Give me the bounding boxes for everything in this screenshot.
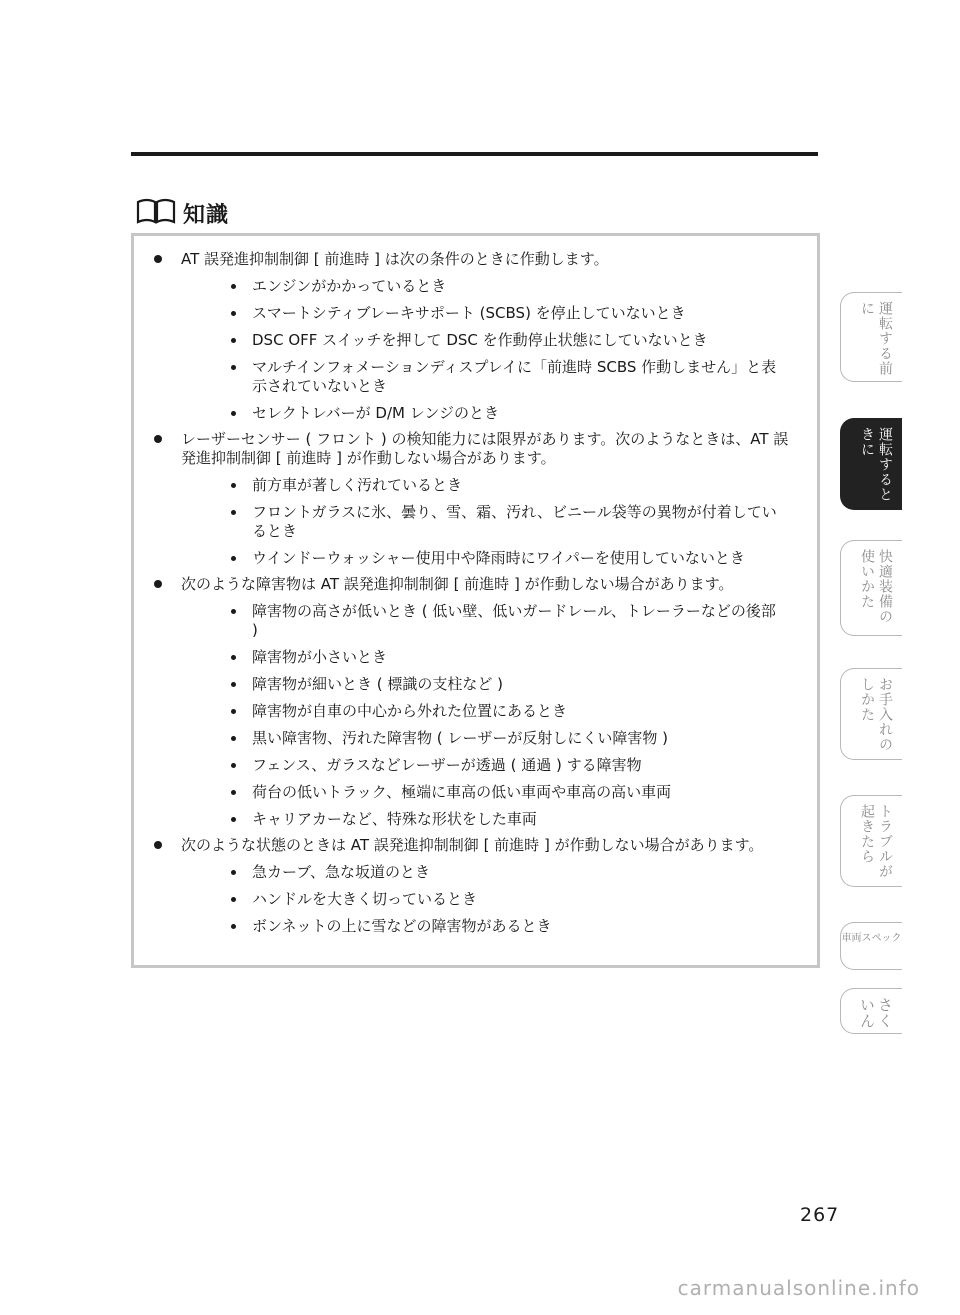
small-bullet-icon <box>231 790 236 795</box>
sub-item-text: 急カーブ、急な坂道のとき <box>252 863 431 881</box>
bullet-icon <box>154 435 162 443</box>
chapter-tab[interactable] <box>840 922 902 970</box>
sub-item-text: マルチインフォメーションディスプレイに「前進時 SCBS 作動しません」と表示されていないとき <box>252 358 777 395</box>
main-list-item <box>134 836 817 936</box>
bullet-icon <box>154 580 162 588</box>
sub-list-item <box>181 277 799 296</box>
chapter-tab-label: 運転する前に <box>859 301 893 376</box>
main-list-item <box>134 430 817 568</box>
chapter-tab-label: トラブルが起きたら <box>859 804 893 879</box>
small-bullet-icon <box>231 655 236 660</box>
sub-list-item <box>181 702 799 721</box>
chapter-tab[interactable] <box>840 418 902 510</box>
watermark: carmanualsonline.info <box>677 1276 920 1300</box>
sub-item-text: DSC OFF スイッチを押して DSC を作動停止状態にしていないとき <box>252 331 708 349</box>
small-bullet-icon <box>231 609 236 614</box>
sub-list-item <box>181 810 799 829</box>
sub-list-item <box>181 304 799 323</box>
sub-list-item <box>181 358 799 396</box>
chapter-tab-label: さくいん <box>858 997 894 1029</box>
small-bullet-icon <box>231 870 236 875</box>
main-item-text: 次のような障害物は AT 誤発進抑制制御 [ 前進時 ] が作動しない場合があります。 <box>181 575 734 593</box>
sub-list <box>181 863 799 936</box>
sub-list-item <box>181 404 799 423</box>
small-bullet-icon <box>231 817 236 822</box>
sub-list-item <box>181 503 799 541</box>
small-bullet-icon <box>231 924 236 929</box>
sub-item-text: 前方車が著しく汚れているとき <box>252 476 463 494</box>
sub-list-item <box>181 549 799 568</box>
sub-list <box>181 476 799 568</box>
sub-list-item <box>181 476 799 495</box>
sub-item-text: ハンドルを大きく切っているとき <box>252 890 478 908</box>
chapter-tab[interactable] <box>840 795 902 887</box>
sub-item-text: 障害物が細いとき ( 標識の支柱など ) <box>252 675 504 693</box>
main-item-text: 次のような状態のときは AT 誤発進抑制制御 [ 前進時 ] が作動しない場合があります。 <box>181 836 764 854</box>
chapter-tab[interactable] <box>840 668 902 760</box>
sub-item-text: キャリアカーなど、特殊な形状をした車両 <box>252 810 537 828</box>
sub-list-item <box>181 331 799 350</box>
chapter-tab[interactable] <box>840 540 902 636</box>
sub-item-text: セレクトレバーが D/M レンジのとき <box>252 404 499 422</box>
small-bullet-icon <box>231 510 236 515</box>
chapter-tab-label: 運転するときに <box>859 427 893 502</box>
small-bullet-icon <box>231 411 236 416</box>
chapter-tab-label: 快適装備の使いかた <box>859 549 893 624</box>
sub-list <box>181 602 799 829</box>
main-list-item <box>134 250 817 423</box>
sub-item-text: 荷台の低いトラック、極端に車高の低い車両や車高の高い車両 <box>252 783 672 801</box>
sub-list-item <box>181 675 799 694</box>
small-bullet-icon <box>231 338 236 343</box>
sub-item-text: エンジンがかかっているとき <box>252 277 447 295</box>
sub-item-text: 障害物の高さが低いとき ( 低い壁、低いガードレール、トレーラーなどの後部 ) <box>252 602 776 639</box>
sub-item-text: ボンネットの上に雪などの障害物があるとき <box>252 917 552 935</box>
main-item-text: レーザーセンサー ( フロント ) の検知能力には限界があります。次のようなときは、AT 誤発進抑制制御 [ 前進時 ] が作動しない場合があります。 <box>181 430 789 467</box>
bullet-icon <box>154 255 162 263</box>
sub-item-text: フロントガラスに氷、曇り、雪、霜、汚れ、ビニール袋等の異物が付着しているとき <box>252 503 777 540</box>
sub-list-item <box>181 783 799 802</box>
sub-list <box>181 277 799 423</box>
page-number: 267 <box>800 1204 840 1226</box>
small-bullet-icon <box>231 736 236 741</box>
sub-list-item <box>181 917 799 936</box>
sub-item-text: ウインドーウォッシャー使用中や降雨時にワイパーを使用していないとき <box>252 549 745 567</box>
sub-list-item <box>181 756 799 775</box>
main-item-text: AT 誤発進抑制制御 [ 前進時 ] は次の条件のときに作動します。 <box>181 250 609 268</box>
small-bullet-icon <box>231 556 236 561</box>
chapter-tab[interactable] <box>840 292 902 382</box>
sub-item-text: フェンス、ガラスなどレーザーが透過 ( 通過 ) する障害物 <box>252 756 642 774</box>
section-heading <box>135 196 229 230</box>
sub-item-text: 障害物が自車の中心から外れた位置にあるとき <box>252 702 568 720</box>
small-bullet-icon <box>231 763 236 768</box>
main-list-item <box>134 575 817 829</box>
section-title: 知識 <box>183 202 230 228</box>
sub-list-item <box>181 648 799 667</box>
small-bullet-icon <box>231 284 236 289</box>
knowledge-box <box>131 233 820 968</box>
chapter-tabs <box>840 0 904 1315</box>
book-icon <box>135 196 177 230</box>
small-bullet-icon <box>231 897 236 902</box>
small-bullet-icon <box>231 311 236 316</box>
small-bullet-icon <box>231 682 236 687</box>
top-rule <box>131 152 818 156</box>
bullet-icon <box>154 841 162 849</box>
sub-item-text: スマートシティブレーキサポート (SCBS) を停止していないとき <box>252 304 686 322</box>
sub-list-item <box>181 863 799 882</box>
chapter-tab-label: お手入れのしかた <box>859 677 893 752</box>
sub-item-text: 黒い障害物、汚れた障害物 ( レーザーが反射しにくい障害物 ) <box>252 729 669 747</box>
small-bullet-icon <box>231 365 236 370</box>
knowledge-list <box>134 250 817 936</box>
sub-list-item <box>181 890 799 909</box>
chapter-tab[interactable] <box>840 988 902 1034</box>
sub-list-item <box>181 602 799 640</box>
small-bullet-icon <box>231 709 236 714</box>
sub-list-item <box>181 729 799 748</box>
sub-item-text: 障害物が小さいとき <box>252 648 388 666</box>
chapter-tab-label: 車両スペック <box>841 933 902 944</box>
small-bullet-icon <box>231 483 236 488</box>
